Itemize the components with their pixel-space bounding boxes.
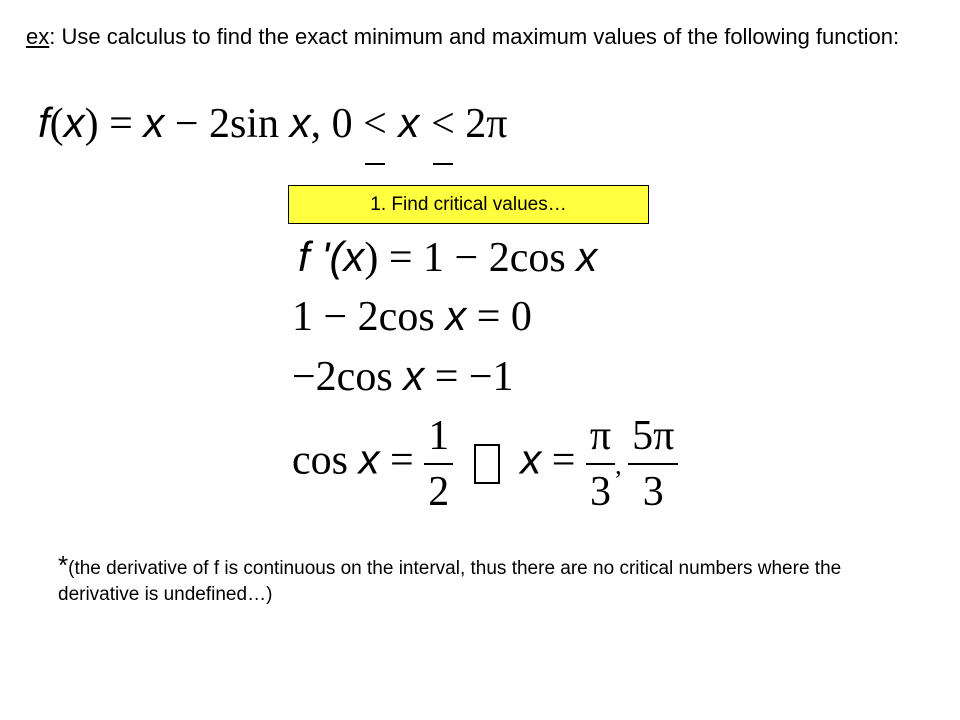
numerator: 5π [632,413,675,459]
variable-x: x [576,233,598,280]
cos-label: cos [292,437,359,484]
problem-text: : Use calculus to find the exact minimum and maximum values of the following function: [49,24,900,49]
variable-x: x [343,233,365,280]
derivative-equation [298,233,598,281]
function-name: f [38,99,50,146]
variable-x: x [445,292,467,339]
asterisk: * [58,550,69,580]
fraction-pi-over-3 [586,415,615,513]
leq-symbol: < [363,103,387,153]
variable-x: x [403,352,425,399]
variable-x: x [386,99,432,146]
set-zero-rhs: = 0 [466,294,532,340]
domain-end: 2π [454,101,508,147]
function-equation [38,99,508,153]
equals-part: ) = [84,101,144,147]
solve-rhs: = −1 [424,354,514,400]
domain-start: , 0 [310,101,364,147]
fraction-5pi-over-3 [628,415,678,513]
numerator: π [589,413,612,459]
cosine-solution-equation [292,415,678,513]
variable-x: x [520,435,542,483]
derivative-rhs: ) = 1 − 2cos [364,235,577,281]
solve-lhs: −2cos [292,354,404,400]
leq-symbol: < [431,103,455,153]
denominator: 2 [424,463,453,513]
function-body: − 2sin [164,101,290,147]
variable-x: x [358,435,380,483]
implies-symbol-placeholder [474,444,500,484]
denominator: 3 [586,463,615,513]
equals-sign: = [541,437,586,484]
variable-x: x [143,99,165,146]
solve-equation [292,352,514,400]
denominator: 3 [628,463,678,513]
paren-open: ( [49,101,64,147]
set-zero-equation [292,292,532,340]
problem-statement [26,22,926,52]
numerator: 1 [428,413,450,459]
example-label: ex [26,24,50,49]
variable-x: x [63,99,85,146]
step-label-box: 1. Find critical values… [288,185,649,224]
set-zero-lhs: 1 − 2cos [292,294,446,340]
derivative-lhs: f '( [298,233,344,280]
comma: , [615,450,629,480]
fraction-one-half [424,415,453,513]
variable-x: x [289,99,311,146]
continuity-note [58,552,878,608]
note-text: (the derivative of f is continuous on the interval, thus there are no critical numbers where the derivative is undefined…) [58,558,842,605]
equals-sign: = [379,437,425,484]
